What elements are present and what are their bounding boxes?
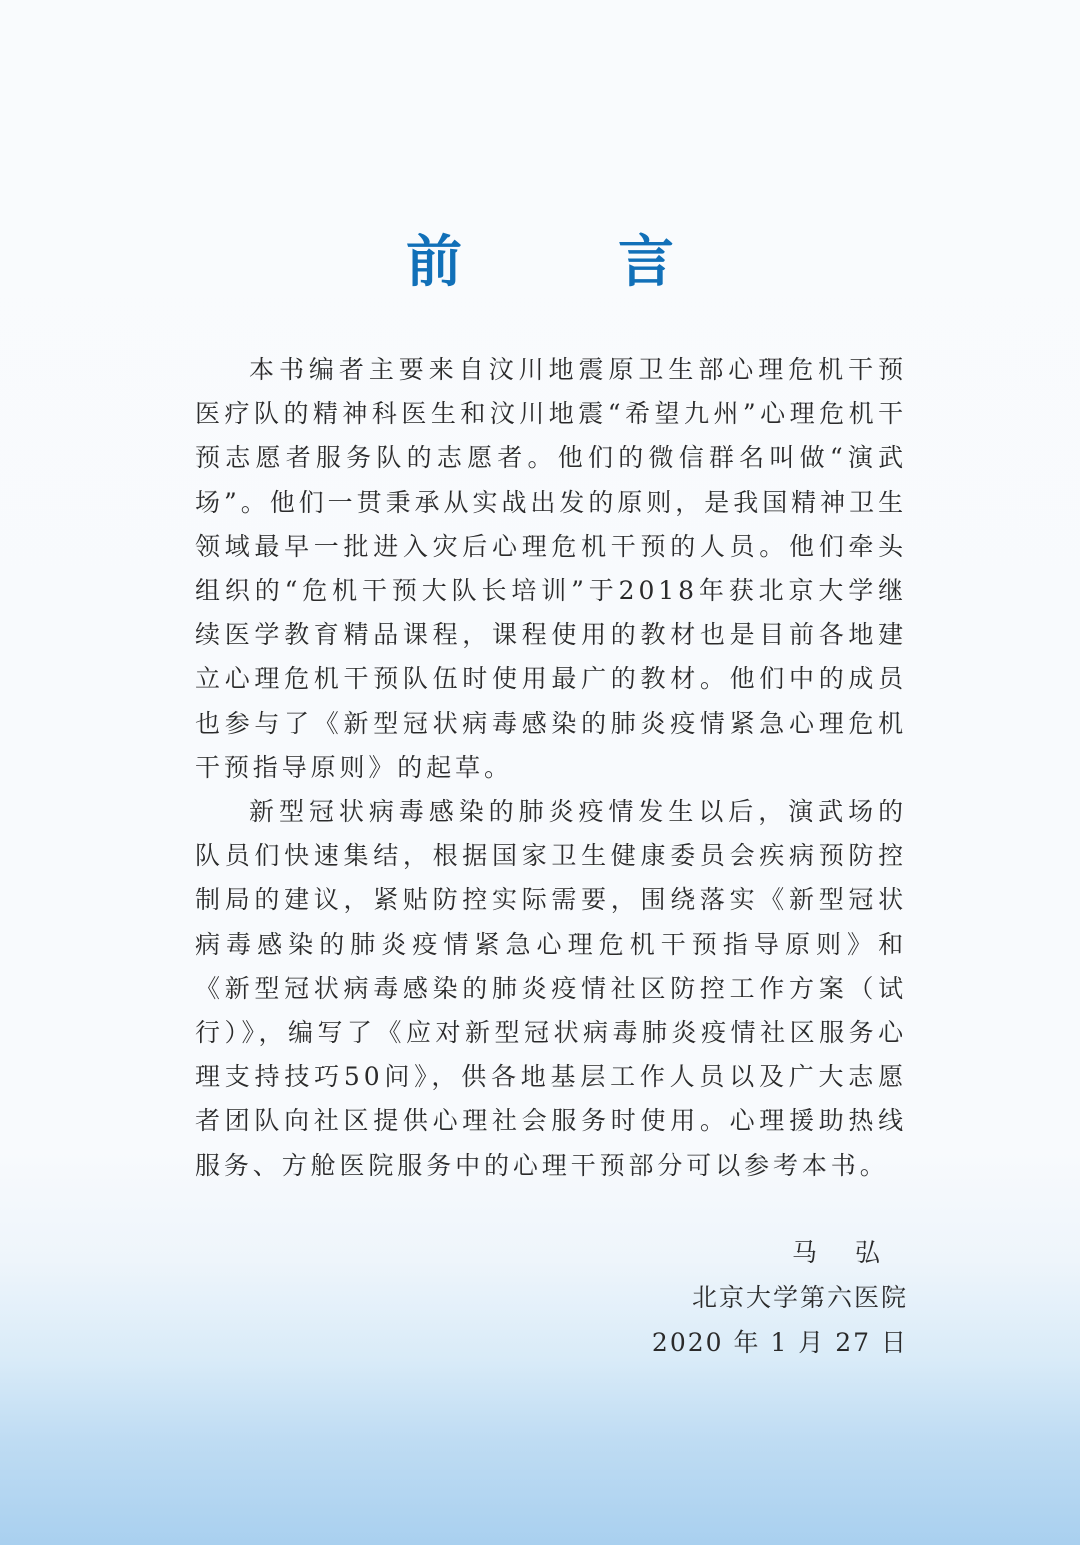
page-title: 前 言: [406, 230, 724, 295]
paragraph-1: 本书编者主要来自汶川地震原卫生部心理危机干预医疗队的精神科医生和汶川地震“希望九州”心理危机干预志愿者服务队的志愿者。他们的微信群名叫做“演武场”。他们一贯秉承从实战出发的原则，是我国精神卫生领域最早一批进入灾后心理危机干预的人员。他们牵头组织的“危机干预大队长培训”于2018年获北京大学继续医学教育精品课程，课程使用的教材也是目前各地建立心理危机干预队伍时使用最广的教材。他们中的成员也参与了《新型冠状病毒感染的肺炎疫情紧急心理危机干预指导原则》的起草。: [195, 355, 907, 782]
signature-institution: 北京大学第六医院: [691, 1283, 908, 1312]
signature-author: 马弘: [791, 1238, 918, 1267]
paragraph-2: 新型冠状病毒感染的肺炎疫情发生以后，演武场的队员们快速集结，根据国家卫生健康委员会疾病预防控制局的建议，紧贴防控实际需要，围绕落实《新型冠状病毒感染的肺炎疫情紧急心理危机干预指导原则》和《新型冠状病毒感染的肺炎疫情社区防控工作方案（试行）》，编写了《应对新型冠状病毒肺炎疫情社区服务心理支持技巧50问》，供各地基层工作人员以及广大志愿者团队向社区提供心理社会服务时使用。心理援助热线服务、方舱医院服务中的心理干预部分可以参考本书。: [195, 797, 907, 1180]
preface-body: [195, 348, 907, 1188]
signature-block: [651, 1230, 918, 1365]
signature-date: 2020 年 1 月 27 日: [651, 1328, 908, 1357]
